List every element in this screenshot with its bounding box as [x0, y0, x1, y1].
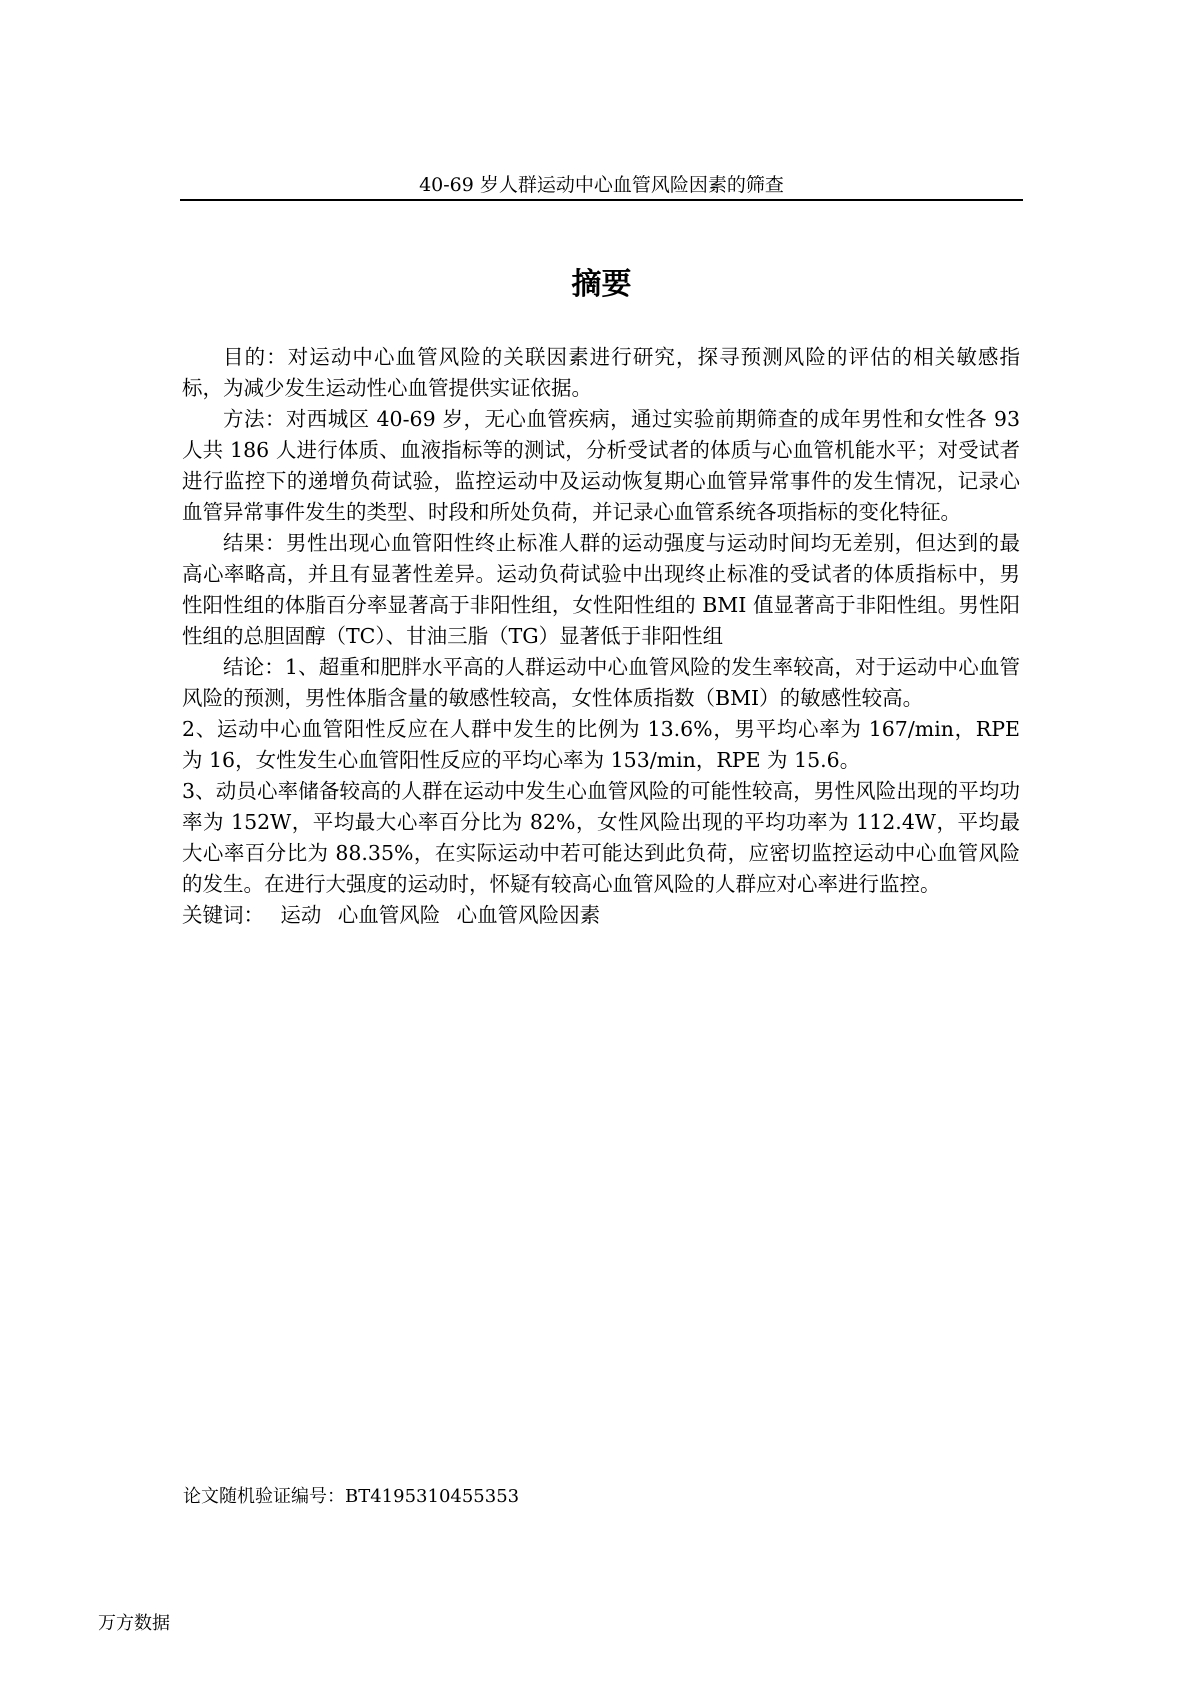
conclusion-item-2: 2、运动中心血管阳性反应在人群中发生的比例为 13.6%，男平均心率为 167/min，RPE 为 16，女性发生心血管阳性反应的平均心率为 153/min，RPE 为 15.6。: [182, 717, 1020, 772]
source-watermark: 万方数据: [98, 1613, 170, 1634]
abstract-body: [182, 342, 1020, 931]
keyword: 心血管风险因素: [456, 903, 601, 927]
abstract-methods: 方法：对西城区 40-69 岁，无心血管疾病，通过实验前期筛查的成年男性和女性各 93 人共 186 人进行体质、血液指标等的测试，分析受试者的体质与心血管机能水平；对受试者进行监控下的递增负荷试验，监控运动中及运动恢复期心血管异常事件的发生情况，记录心血管异常事件发生的类型、时段和所处负荷，并记录心血管系统各项指标的变化特征。: [182, 407, 1020, 524]
header-rule: [180, 199, 1023, 201]
running-header-title: 40-69 岁人群运动中心血管风险因素的筛查: [419, 174, 784, 196]
keyword: 运动: [280, 903, 322, 927]
verification-number: 论文随机验证编号：BT4195310455353: [183, 1486, 520, 1507]
abstract-conclusion: 结论：1、超重和肥胖水平高的人群运动中心血管风险的发生率较高，对于运动中心血管风险的预测，男性体脂含量的敏感性较高，女性体质指数（BMI）的敏感性较高。: [182, 655, 1020, 710]
abstract-title: 摘要: [571, 267, 632, 302]
keyword: 心血管风险: [337, 903, 441, 927]
conclusion-item-3: 3、动员心率储备较高的人群在运动中发生心血管风险的可能性较高，男性风险出现的平均功率为 152W，平均最大心率百分比为 82%，女性风险出现的平均功率为 112.4W，平均最大心率百分比为 88.35%，在实际运动中若可能达到此负荷，应密切监控运动中心血管风险的发生。在进行大强度的运动时，怀疑有较高心血管风险的人群应对心率进行监控。: [182, 779, 1020, 896]
abstract-results: 结果：男性出现心血管阳性终止标准人群的运动强度与运动时间均无差别，但达到的最高心率略高，并且有显著性差异。运动负荷试验中出现终止标准的受试者的体质指标中，男性阳性组的体脂百分率显著高于非阳性组，女性阳性组的 BMI 值显著高于非阳性组。男性阳性组的总胆固醇（TC）、甘油三脂（TG）显著低于非阳性组: [182, 531, 1020, 648]
keywords-label: 关键词：: [182, 903, 264, 927]
abstract-objective: 目的：对运动中心血管风险的关联因素进行研究，探寻预测风险的评估的相关敏感指标，为减少发生运动性心血管提供实证依据。: [182, 345, 1020, 400]
keywords-line: [182, 900, 1020, 931]
